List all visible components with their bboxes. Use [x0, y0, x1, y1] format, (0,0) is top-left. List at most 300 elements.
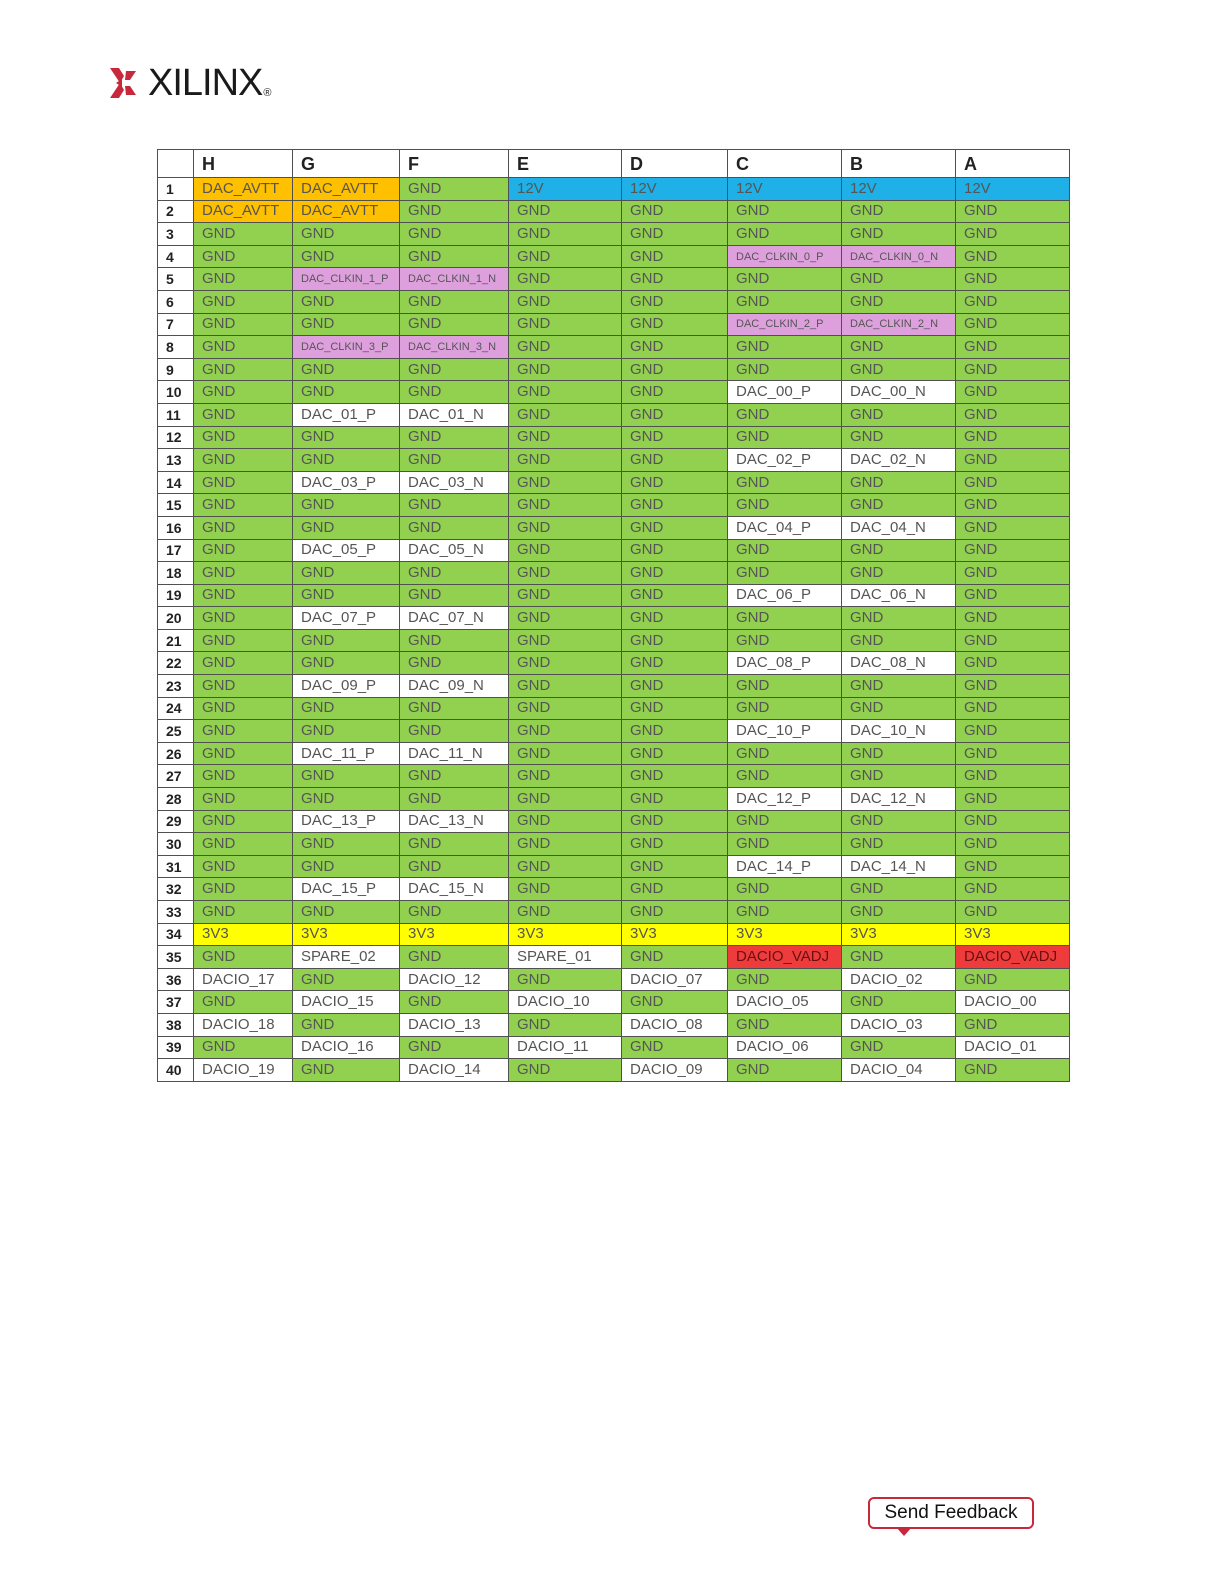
- table-row: [158, 403, 1070, 426]
- pin-cell: GND: [956, 765, 1070, 788]
- row-number: 17: [158, 539, 194, 562]
- pin-cell: GND: [842, 562, 956, 585]
- pin-cell: GND: [728, 403, 842, 426]
- row-number: 26: [158, 742, 194, 765]
- pin-cell: GND: [293, 788, 400, 811]
- pin-cell: DAC_05_N: [400, 539, 509, 562]
- pin-cell: GND: [509, 539, 622, 562]
- table-row: [158, 720, 1070, 743]
- pin-cell: GND: [622, 516, 728, 539]
- table-row: [158, 901, 1070, 924]
- send-feedback-button[interactable]: Send Feedback: [868, 1497, 1034, 1529]
- pin-cell: GND: [622, 878, 728, 901]
- pin-cell: DAC_07_N: [400, 607, 509, 630]
- pin-cell: DAC_CLKIN_2_P: [728, 313, 842, 336]
- pin-cell: GND: [956, 290, 1070, 313]
- pin-cell: GND: [622, 223, 728, 246]
- pin-cell: GND: [400, 223, 509, 246]
- pin-cell: GND: [194, 449, 293, 472]
- pin-cell: GND: [509, 629, 622, 652]
- row-number: 35: [158, 946, 194, 969]
- pin-cell: GND: [194, 991, 293, 1014]
- pin-cell: GND: [293, 562, 400, 585]
- pin-cell: GND: [293, 584, 400, 607]
- pin-cell: 12V: [728, 178, 842, 201]
- pin-cell: GND: [622, 652, 728, 675]
- pin-cell: GND: [728, 810, 842, 833]
- table-row: [158, 1013, 1070, 1036]
- pin-cell: GND: [842, 268, 956, 291]
- pin-cell: GND: [194, 290, 293, 313]
- row-number: 15: [158, 494, 194, 517]
- pin-cell: GND: [622, 336, 728, 359]
- table-row: [158, 562, 1070, 585]
- table-row: [158, 878, 1070, 901]
- pin-cell: GND: [400, 516, 509, 539]
- pin-cell: GND: [728, 358, 842, 381]
- pin-cell: GND: [509, 765, 622, 788]
- pin-cell: GND: [293, 313, 400, 336]
- pin-cell: GND: [194, 833, 293, 856]
- pin-cell: DAC_04_P: [728, 516, 842, 539]
- table-row: [158, 516, 1070, 539]
- row-number: 12: [158, 426, 194, 449]
- pin-cell: DAC_10_P: [728, 720, 842, 743]
- pin-cell: GND: [194, 245, 293, 268]
- pin-cell: GND: [728, 290, 842, 313]
- table-row: [158, 810, 1070, 833]
- pin-cell: GND: [293, 652, 400, 675]
- pin-cell: DAC_06_P: [728, 584, 842, 607]
- pin-cell: GND: [509, 358, 622, 381]
- pin-cell: GND: [509, 833, 622, 856]
- pin-cell: GND: [956, 788, 1070, 811]
- pin-cell: GND: [194, 358, 293, 381]
- pin-cell: DACIO_07: [622, 968, 728, 991]
- pin-cell: GND: [956, 1059, 1070, 1082]
- pin-cell: GND: [509, 313, 622, 336]
- row-number: 16: [158, 516, 194, 539]
- pin-cell: GND: [622, 629, 728, 652]
- pin-cell: GND: [194, 584, 293, 607]
- pin-cell: GND: [842, 991, 956, 1014]
- pin-cell: GND: [400, 562, 509, 585]
- pin-cell: GND: [622, 381, 728, 404]
- row-number: 27: [158, 765, 194, 788]
- pin-cell: GND: [728, 471, 842, 494]
- pin-cell: GND: [622, 788, 728, 811]
- pin-cell: GND: [956, 878, 1070, 901]
- pin-cell: GND: [622, 268, 728, 291]
- pin-cell: DACIO_11: [509, 1036, 622, 1059]
- pin-cell: DAC_01_P: [293, 403, 400, 426]
- pin-cell: GND: [956, 720, 1070, 743]
- pin-cell: GND: [956, 426, 1070, 449]
- pin-cell: 12V: [622, 178, 728, 201]
- pin-cell: GND: [842, 901, 956, 924]
- pin-cell: DACIO_VADJ: [956, 946, 1070, 969]
- pin-cell: GND: [400, 697, 509, 720]
- pin-cell: GND: [194, 539, 293, 562]
- pin-cell: DACIO_00: [956, 991, 1070, 1014]
- column-header-b: B: [842, 150, 956, 178]
- pin-cell: GND: [956, 245, 1070, 268]
- pin-cell: GND: [956, 313, 1070, 336]
- pin-cell: GND: [842, 494, 956, 517]
- pin-cell: GND: [194, 607, 293, 630]
- pin-cell: GND: [194, 765, 293, 788]
- pin-cell: 12V: [509, 178, 622, 201]
- pin-cell: GND: [956, 584, 1070, 607]
- pin-cell: GND: [194, 946, 293, 969]
- pin-cell: GND: [728, 268, 842, 291]
- row-number: 18: [158, 562, 194, 585]
- pin-cell: GND: [622, 720, 728, 743]
- pin-cell: GND: [293, 720, 400, 743]
- row-number: 9: [158, 358, 194, 381]
- table-row: [158, 449, 1070, 472]
- pin-cell: DAC_00_P: [728, 381, 842, 404]
- pin-cell: GND: [622, 833, 728, 856]
- pin-cell: GND: [194, 788, 293, 811]
- pin-cell: GND: [509, 245, 622, 268]
- pin-cell: GND: [293, 697, 400, 720]
- table-row: [158, 855, 1070, 878]
- pin-cell: GND: [956, 336, 1070, 359]
- pin-cell: DAC_15_N: [400, 878, 509, 901]
- pin-cell: GND: [956, 901, 1070, 924]
- pin-cell: GND: [509, 290, 622, 313]
- pin-cell: GND: [293, 629, 400, 652]
- pin-cell: GND: [509, 810, 622, 833]
- pin-cell: GND: [509, 584, 622, 607]
- pin-cell: DAC_AVTT: [293, 178, 400, 201]
- pin-cell: GND: [293, 901, 400, 924]
- pin-cell: DAC_CLKIN_1_P: [293, 268, 400, 291]
- pin-cell: GND: [194, 810, 293, 833]
- pin-cell: GND: [842, 878, 956, 901]
- pin-cell: DACIO_13: [400, 1013, 509, 1036]
- pin-cell: 3V3: [400, 923, 509, 946]
- pin-cell: GND: [622, 810, 728, 833]
- column-header-h: H: [194, 150, 293, 178]
- pin-cell: GND: [842, 336, 956, 359]
- pin-cell: GND: [194, 313, 293, 336]
- pin-cell: DAC_AVTT: [293, 200, 400, 223]
- pin-cell: GND: [728, 539, 842, 562]
- pin-cell: GND: [622, 607, 728, 630]
- pin-cell: GND: [400, 290, 509, 313]
- table-row: [158, 426, 1070, 449]
- table-row: [158, 607, 1070, 630]
- pin-cell: GND: [293, 290, 400, 313]
- pin-cell: GND: [509, 268, 622, 291]
- pin-cell: GND: [194, 223, 293, 246]
- pin-cell: GND: [842, 539, 956, 562]
- pin-cell: GND: [728, 426, 842, 449]
- table-row: [158, 200, 1070, 223]
- pin-cell: DACIO_08: [622, 1013, 728, 1036]
- pin-cell: DAC_02_N: [842, 449, 956, 472]
- pin-cell: GND: [842, 403, 956, 426]
- row-number: 21: [158, 629, 194, 652]
- table-row: [158, 1059, 1070, 1082]
- pin-cell: GND: [293, 449, 400, 472]
- row-number: 6: [158, 290, 194, 313]
- pin-cell: GND: [728, 675, 842, 698]
- pin-cell: GND: [194, 562, 293, 585]
- xilinx-logo: [108, 64, 272, 102]
- pin-cell: GND: [400, 833, 509, 856]
- pin-cell: GND: [956, 855, 1070, 878]
- row-number: 3: [158, 223, 194, 246]
- pin-cell: GND: [622, 562, 728, 585]
- pin-cell: GND: [842, 358, 956, 381]
- pin-cell: GND: [400, 426, 509, 449]
- pin-cell: GND: [622, 539, 728, 562]
- pin-cell: SPARE_02: [293, 946, 400, 969]
- pin-cell: DAC_13_P: [293, 810, 400, 833]
- table-row: [158, 675, 1070, 698]
- pin-cell: GND: [400, 788, 509, 811]
- pin-cell: 3V3: [194, 923, 293, 946]
- pin-cell: DAC_12_P: [728, 788, 842, 811]
- pin-cell: GND: [400, 1036, 509, 1059]
- pin-cell: GND: [194, 403, 293, 426]
- pin-cell: GND: [956, 968, 1070, 991]
- row-number: 4: [158, 245, 194, 268]
- pin-cell: 12V: [842, 178, 956, 201]
- pin-cell: GND: [509, 426, 622, 449]
- pin-cell: 3V3: [728, 923, 842, 946]
- pin-cell: GND: [194, 878, 293, 901]
- pin-cell: GND: [293, 494, 400, 517]
- pin-cell: GND: [956, 268, 1070, 291]
- pin-cell: GND: [956, 200, 1070, 223]
- pinout-table: [157, 149, 1070, 1082]
- pin-cell: GND: [293, 1013, 400, 1036]
- table-row: [158, 381, 1070, 404]
- pin-cell: GND: [728, 223, 842, 246]
- pin-cell: GND: [622, 855, 728, 878]
- pin-cell: GND: [293, 426, 400, 449]
- row-number: 24: [158, 697, 194, 720]
- pin-cell: GND: [842, 200, 956, 223]
- column-header-a: A: [956, 150, 1070, 178]
- pin-cell: DAC_CLKIN_0_P: [728, 245, 842, 268]
- pin-cell: DAC_CLKIN_2_N: [842, 313, 956, 336]
- pin-cell: SPARE_01: [509, 946, 622, 969]
- column-header-d: D: [622, 150, 728, 178]
- row-number: 38: [158, 1013, 194, 1036]
- pin-cell: GND: [194, 855, 293, 878]
- table-row: [158, 223, 1070, 246]
- pin-cell: GND: [956, 607, 1070, 630]
- pin-cell: DACIO_05: [728, 991, 842, 1014]
- pin-cell: DAC_11_P: [293, 742, 400, 765]
- pin-cell: GND: [622, 742, 728, 765]
- pin-cell: GND: [194, 381, 293, 404]
- pin-cell: GND: [622, 901, 728, 924]
- pin-cell: GND: [194, 516, 293, 539]
- pin-cell: DACIO_10: [509, 991, 622, 1014]
- pin-cell: GND: [622, 697, 728, 720]
- pin-cell: GND: [842, 629, 956, 652]
- pin-cell: DAC_09_P: [293, 675, 400, 698]
- row-number: 22: [158, 652, 194, 675]
- pin-cell: GND: [194, 697, 293, 720]
- pin-cell: GND: [622, 471, 728, 494]
- pin-cell: GND: [509, 652, 622, 675]
- pin-cell: GND: [842, 1036, 956, 1059]
- row-number: 8: [158, 336, 194, 359]
- pin-cell: GND: [509, 1013, 622, 1036]
- row-number: 32: [158, 878, 194, 901]
- pin-cell: GND: [400, 855, 509, 878]
- row-number: 37: [158, 991, 194, 1014]
- table-row: [158, 946, 1070, 969]
- pin-cell: DACIO_18: [194, 1013, 293, 1036]
- pin-cell: GND: [728, 765, 842, 788]
- pin-cell: GND: [509, 471, 622, 494]
- pin-cell: GND: [509, 697, 622, 720]
- pin-cell: GND: [728, 200, 842, 223]
- pin-cell: GND: [194, 652, 293, 675]
- pin-cell: 3V3: [842, 923, 956, 946]
- pin-cell: GND: [842, 833, 956, 856]
- pin-cell: GND: [400, 765, 509, 788]
- pin-cell: GND: [293, 855, 400, 878]
- table-row: [158, 471, 1070, 494]
- pin-cell: GND: [509, 516, 622, 539]
- pin-cell: GND: [622, 290, 728, 313]
- pin-cell: GND: [842, 742, 956, 765]
- pin-cell: GND: [956, 629, 1070, 652]
- pin-cell: GND: [194, 629, 293, 652]
- pin-cell: DACIO_09: [622, 1059, 728, 1082]
- pin-cell: 3V3: [293, 923, 400, 946]
- row-number: 28: [158, 788, 194, 811]
- pin-cell: GND: [293, 358, 400, 381]
- pin-cell: GND: [956, 516, 1070, 539]
- pin-cell: GND: [293, 968, 400, 991]
- pin-cell: GND: [622, 584, 728, 607]
- column-header-e: E: [509, 150, 622, 178]
- pin-cell: GND: [194, 1036, 293, 1059]
- pin-cell: GND: [194, 268, 293, 291]
- pin-cell: GND: [622, 245, 728, 268]
- column-header-g: G: [293, 150, 400, 178]
- pin-cell: DACIO_14: [400, 1059, 509, 1082]
- pin-cell: DAC_CLKIN_3_N: [400, 336, 509, 359]
- row-number: 30: [158, 833, 194, 856]
- table-body: [158, 178, 1070, 1082]
- pin-cell: GND: [194, 336, 293, 359]
- xilinx-mark-icon: [108, 67, 140, 99]
- table-row: [158, 629, 1070, 652]
- row-number: 33: [158, 901, 194, 924]
- pin-cell: DAC_03_N: [400, 471, 509, 494]
- pin-cell: GND: [842, 675, 956, 698]
- row-number: 23: [158, 675, 194, 698]
- pin-cell: DAC_AVTT: [194, 200, 293, 223]
- pin-cell: DACIO_03: [842, 1013, 956, 1036]
- pin-cell: GND: [728, 833, 842, 856]
- pin-cell: GND: [728, 1013, 842, 1036]
- pin-cell: DACIO_12: [400, 968, 509, 991]
- pin-cell: DAC_14_P: [728, 855, 842, 878]
- row-number: 13: [158, 449, 194, 472]
- pin-cell: GND: [194, 426, 293, 449]
- pin-cell: GND: [400, 358, 509, 381]
- pin-cell: DAC_CLKIN_1_N: [400, 268, 509, 291]
- row-number: 36: [158, 968, 194, 991]
- pin-cell: GND: [400, 901, 509, 924]
- pin-cell: GND: [194, 494, 293, 517]
- pin-cell: GND: [509, 968, 622, 991]
- pin-cell: GND: [400, 629, 509, 652]
- pin-cell: GND: [400, 245, 509, 268]
- pin-cell: DAC_08_P: [728, 652, 842, 675]
- row-number: 14: [158, 471, 194, 494]
- pin-cell: GND: [509, 607, 622, 630]
- pin-cell: DAC_15_P: [293, 878, 400, 901]
- row-number: 1: [158, 178, 194, 201]
- table-row: [158, 358, 1070, 381]
- pin-cell: GND: [728, 607, 842, 630]
- pin-cell: GND: [622, 991, 728, 1014]
- pin-cell: DAC_09_N: [400, 675, 509, 698]
- pin-cell: DAC_08_N: [842, 652, 956, 675]
- pin-cell: GND: [509, 788, 622, 811]
- pin-cell: GND: [509, 742, 622, 765]
- pin-cell: DAC_14_N: [842, 855, 956, 878]
- pin-cell: GND: [956, 403, 1070, 426]
- pin-cell: GND: [956, 539, 1070, 562]
- pin-cell: GND: [728, 629, 842, 652]
- pin-cell: GND: [956, 381, 1070, 404]
- pin-cell: GND: [728, 901, 842, 924]
- pin-cell: DAC_02_P: [728, 449, 842, 472]
- pin-cell: GND: [728, 336, 842, 359]
- table-row: [158, 923, 1070, 946]
- pin-cell: GND: [293, 833, 400, 856]
- row-number: 20: [158, 607, 194, 630]
- row-number: 2: [158, 200, 194, 223]
- pin-cell: GND: [622, 426, 728, 449]
- pin-cell: GND: [842, 810, 956, 833]
- pin-cell: GND: [622, 449, 728, 472]
- pin-cell: GND: [400, 652, 509, 675]
- pin-cell: DAC_CLKIN_3_P: [293, 336, 400, 359]
- pin-cell: GND: [509, 449, 622, 472]
- pin-cell: GND: [400, 381, 509, 404]
- pin-cell: GND: [400, 946, 509, 969]
- pin-cell: GND: [293, 381, 400, 404]
- header-corner: [158, 150, 194, 178]
- pin-cell: DAC_01_N: [400, 403, 509, 426]
- pin-cell: DACIO_16: [293, 1036, 400, 1059]
- pin-cell: DACIO_01: [956, 1036, 1070, 1059]
- pin-cell: GND: [509, 901, 622, 924]
- pin-cell: GND: [956, 223, 1070, 246]
- pin-cell: GND: [842, 426, 956, 449]
- pin-cell: GND: [622, 946, 728, 969]
- row-number: 5: [158, 268, 194, 291]
- table-header-row: [158, 150, 1070, 178]
- table-row: [158, 178, 1070, 201]
- table-row: [158, 742, 1070, 765]
